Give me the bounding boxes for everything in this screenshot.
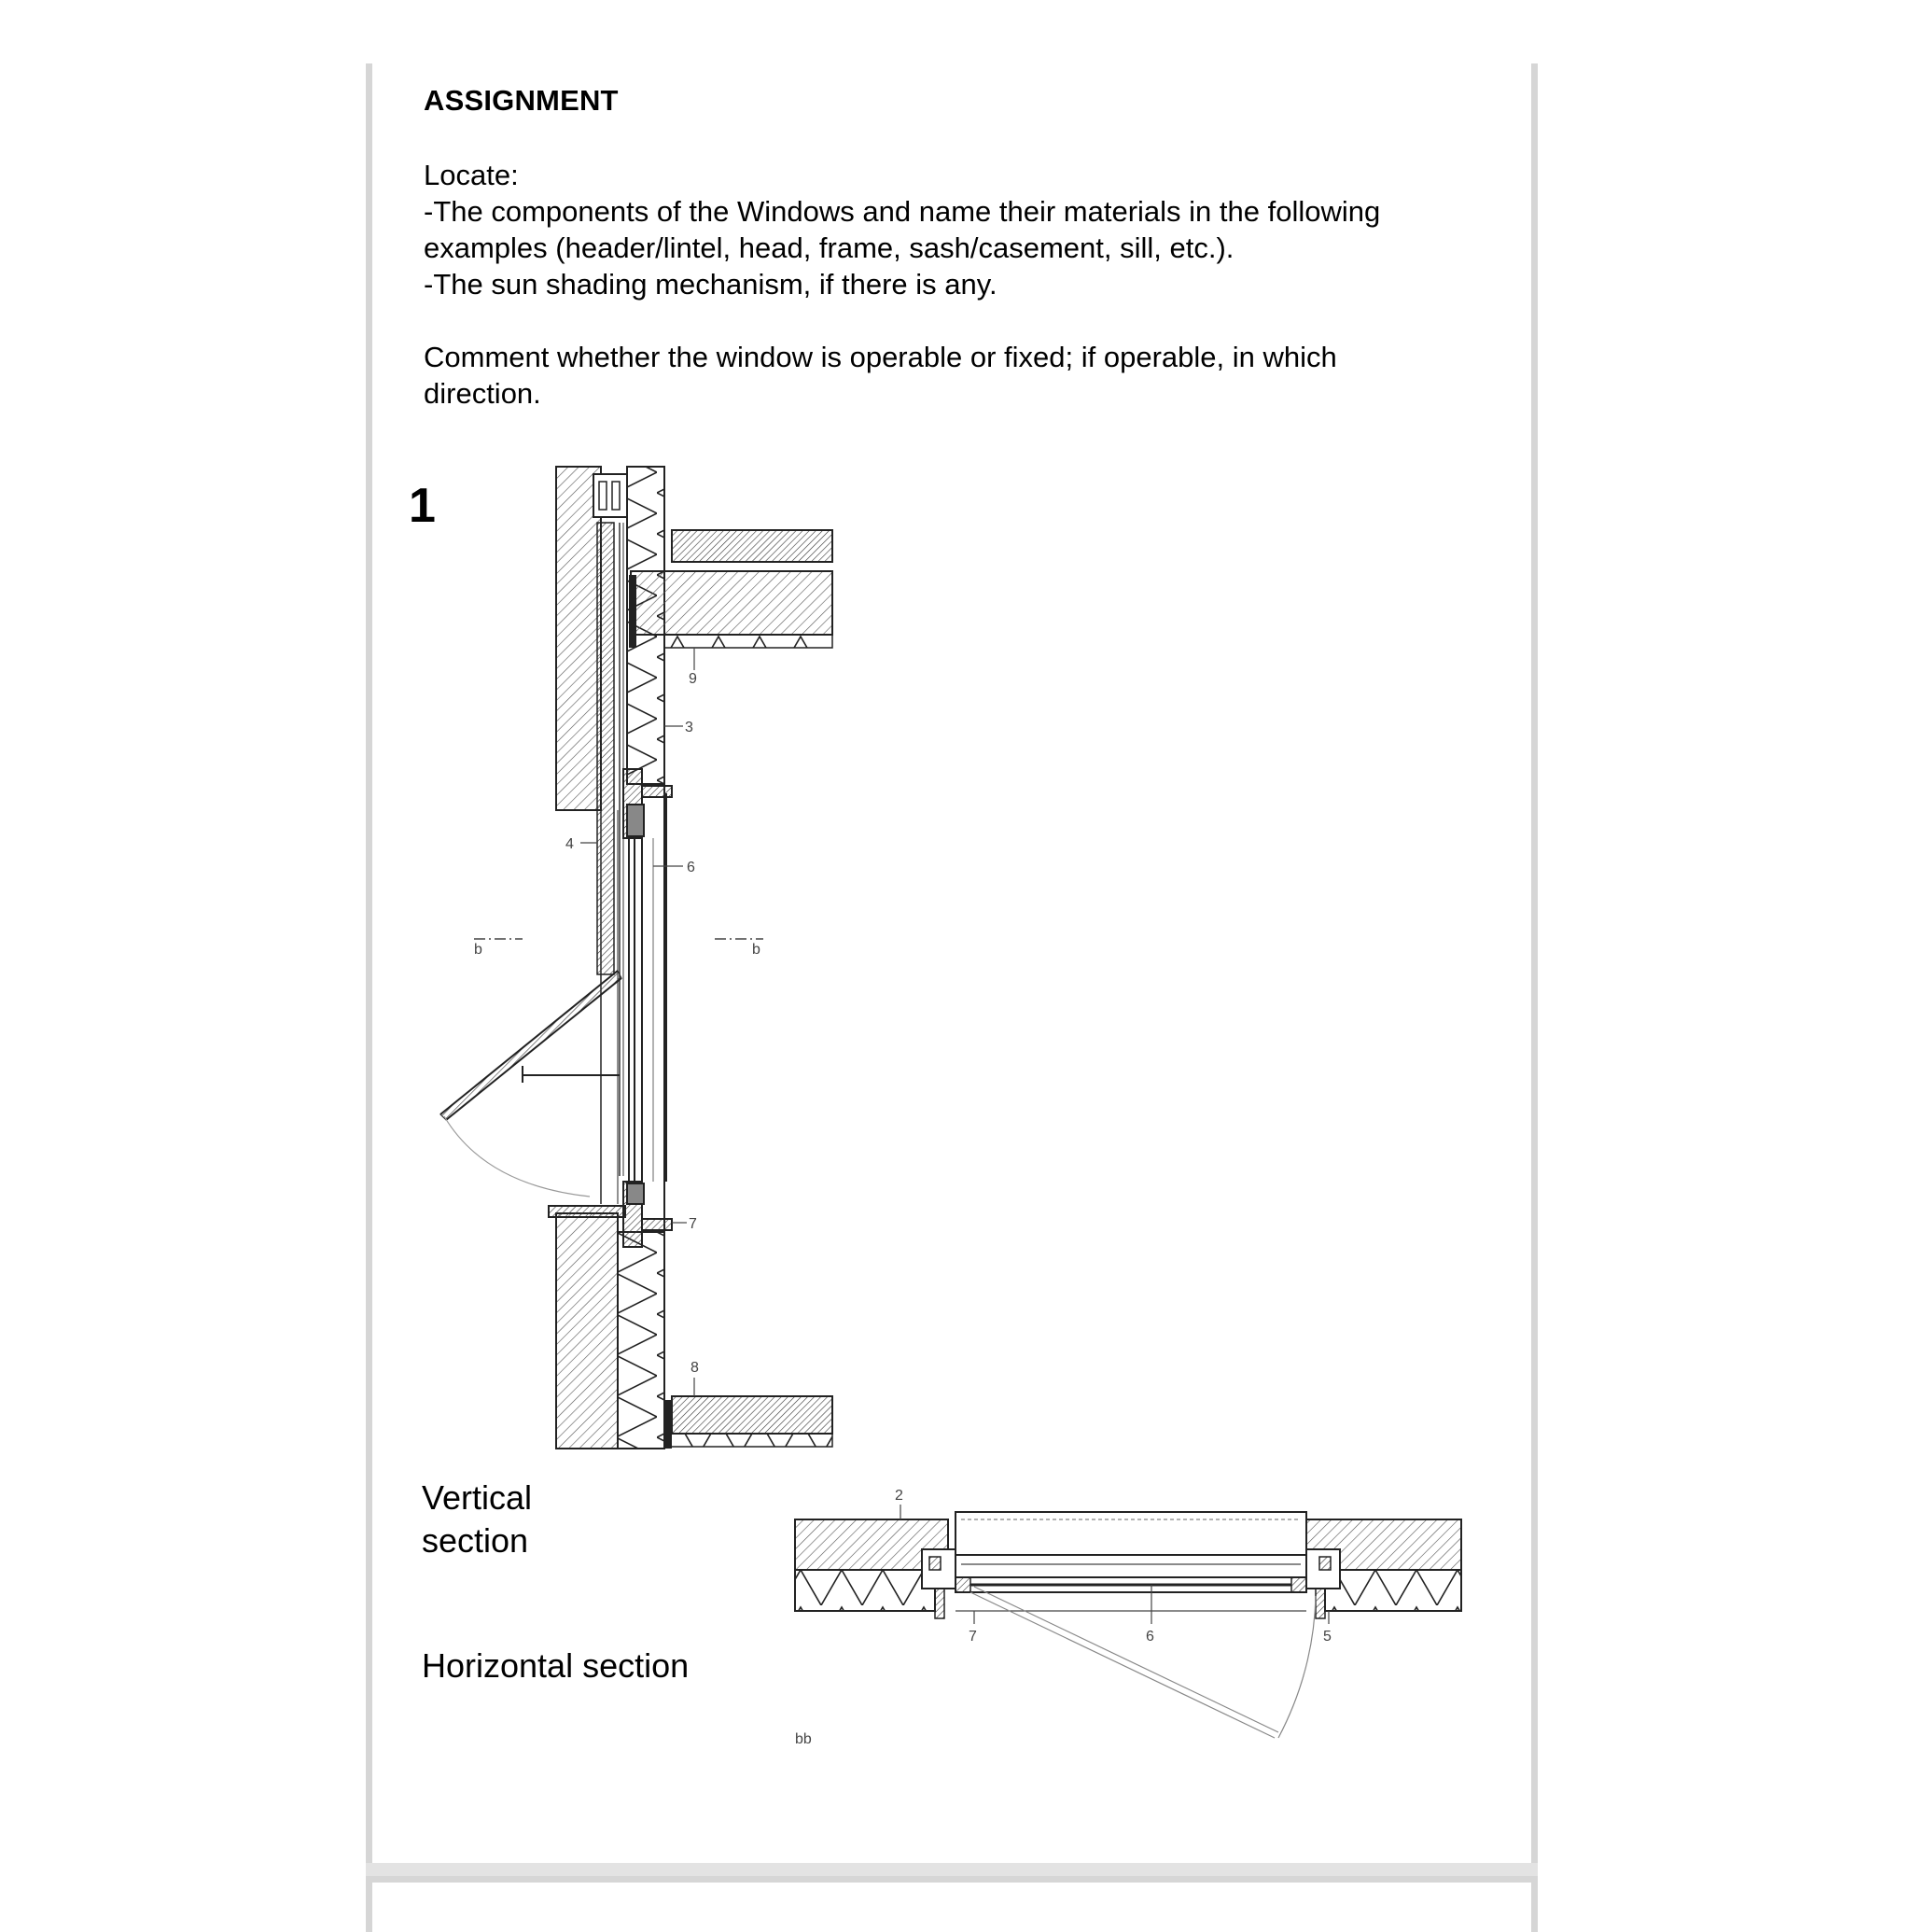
section-mark-right: b [752,942,760,958]
callout-3: 3 [685,720,693,735]
section-tag-bb: bb [795,1731,812,1747]
shutter-slats [597,523,614,974]
horizontal-section-drawing [795,1488,1461,1747]
callout-7: 7 [969,1629,977,1645]
callout-9: 9 [689,671,697,687]
callout-4: 4 [565,836,574,852]
comment-line: Comment whether the window is operable or fixed; if operable, in which [424,341,1337,373]
outer-wall-lower [556,1213,618,1449]
window-sill-outer [549,1206,625,1217]
floor-slab-lower [672,1396,832,1434]
caption-line: Vertical [422,1478,533,1517]
floor-slab-upper [672,530,832,562]
section-mark-left: b [474,942,482,958]
callout-2: 2 [895,1488,903,1504]
callout-8: 8 [690,1360,699,1376]
callout-5: 5 [1323,1629,1332,1645]
insulation-lower [618,1232,664,1449]
sun-shading-awning [440,971,621,1197]
callout-7: 7 [689,1216,697,1232]
callout-6: 6 [687,860,695,875]
instruction-line: examples (header/lintel, head, frame, sash/casement, sill, etc.). [424,231,1234,264]
sash-swing-arc [970,1587,1316,1738]
callout-6: 6 [1146,1629,1154,1645]
instruction-line: -The sun shading mechanism, if there is any. [424,268,997,301]
shutter-housing [956,1512,1306,1555]
comment-line: direction. [424,377,541,410]
figure-number: 1 [409,479,436,533]
concrete-slab-upper [631,571,832,635]
outer-wall-upper [556,467,601,810]
vertical-section-drawing [440,467,832,1449]
wall-left-insulation [795,1570,935,1611]
locate-label: Locate: [424,159,519,191]
caption-horizontal-section: Horizontal section [422,1646,690,1685]
instruction-line: -The components of the Windows and name their materials in the following [424,195,1381,228]
wall-right-insulation [1325,1570,1461,1611]
assignment-heading: ASSIGNMENT [424,84,619,117]
caption-line: section [422,1521,529,1560]
